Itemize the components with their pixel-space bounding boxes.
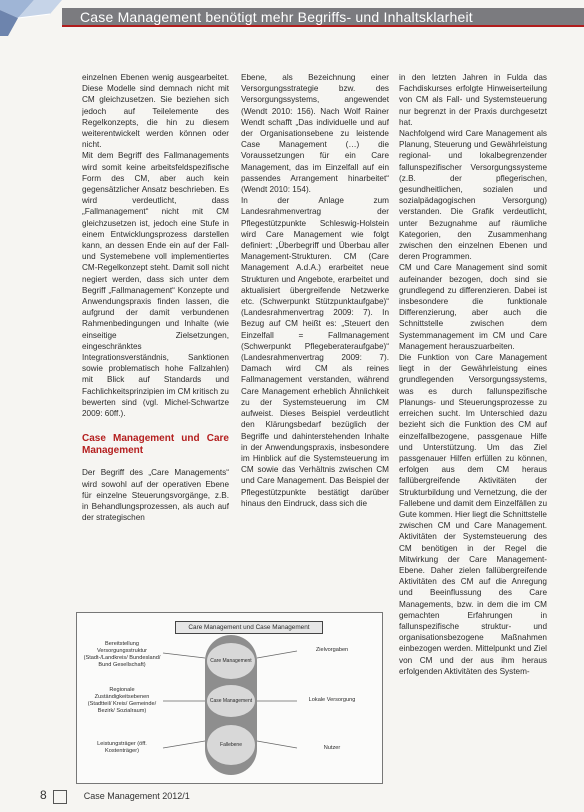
page-header [0,0,584,36]
paragraph: Ebene, als Bezeichnung einer Versorgungsstrategie bzw. des Versorgungssystems, angewendet (Wendt 2010: 156). Nach Wolf Rainer Wendt schafft „Das individuelle und auf der Organisationsebene zu leistende Case Management (…) die Voraussetzungen für ein Care Management, das im Einzelfall auf ein passendes Arrangement hinarbeitet“ (Wendt 2010: 154). [241,73,389,195]
page-title: Case Management benötigt mehr Begriffs- und Inhaltsklarheit [80,9,473,25]
figure-oval-care: Care Management [207,643,255,679]
figure-oval-case: Case Management [207,685,255,717]
header-graphic-icon [0,0,62,36]
figure-left-label: Leistungsträger (öff. Kostenträger) [97,741,147,754]
journal-logo-icon [53,790,67,804]
paragraph: Der Begriff des „Care Managements“ wird sowohl auf der operativen Ebene für einzelne Steuerungsvorgänge, z.B. in Behandlungsprozessen, als auch auf der strategischen [82,468,229,523]
text-column-1 [82,72,229,592]
figure-diagram [76,612,383,784]
paragraph: Die Funktion von Care Management liegt in der Gewährleistung eines grundlegenden Versorgungssystems, was es durch fallunspezifische Planungs- und Steuerungsprozesse zu erreichen sucht. Im Unterschied dazu bezieht sich die Funktion des CM auf einzelfallbezogene, passgenaue Hilfe und Unterstützung. Um das Ziel passgenauer Hilfen erfüllen zu können, erfolgen aus dem CM heraus fallübergreifende Aktivitäten der Strukturbildung und Vernetzung, die der Fallebene und damit dem Einzelfällen zu Gute kommen. Hier liegt die Schnittstelle zwischen CM und Care Management. Aktivitäten der Systemsteuerung des CM benötigen in der Regel die Mitwirkung der Care Management-Ebene. Daher zielen fallübergreifende Aktivitäten des CM auf die Anregung und Beeinflussung des Care Managements, bzw. in dem die im CM gemachten Erfahrungen in fallunspezifische struktur- und organisationsbezogene Maßnahmen einbezogen werden. Mittelpunkt und Ziel von CM und der aus ihm heraus erfolgenden Aktivitäten des System- [399,353,547,676]
journal-name: Case Management 2012/1 [83,791,190,801]
paragraph: In der Anlage zum Landesrahmenvertrag der Pflegestützpunkte Schleswig-Holstein wird Care Management wie folgt definiert: „Überbegriff und Überbau aller Management-Strukturen. CM (Care Management A.d.A.) erarbeitet neue Strukturen und Angebote, erarbeitet und aktualisiert übergreifende Netzwerke etc. (Schwerpunkt Stützpunktaufgabe)“ (Landesrahmenvertrag 2009: 7). In Bezug auf CM heißt es: „Steuert den Einzelfall = Fallmanagement (Schwerpunkt Pflegeberateraufgabe)“ (Landesrahmenvertrag 2009: 7). Damach wird CM als reines Fallmanagement verstanden, während Care Management erheblich Ähnlichkeit zu der Systemsteuerung im CM aufweist. Dieses Beispiel verdeutlicht den Klärungsbedarf bezüglich der Begriffe und dahinterstehenden Inhalte in der Anwendungspraxis, insbesondere im Hinblick auf die Systemsteuerung im CM sowie das Verhältnis zwischen CM und Care Management. Das Beispiel der Pflegestützpunkte bestätigt darüber hinaus den Eindruck, dass sich die [241,196,389,508]
paragraph: Mit dem Begriff des Fallmanagements wird somit keine arbeitsfeldspezifische Form des CM, aber auch kein gegensätzlicher Ansatz beschrieben. Es wird verdeutlicht, dass „Fallmanagement“ nicht mit CM gleichzusetzen ist, jedoch eine Stufe in einem Entwicklungsprozess darstellen kann, an dessen Ende ein auf der Fall- und Systemebene voll implementiertes CM-Regelkonzept steht. Damit soll nicht negiert werden, dass sich unter dem Begriff „Fallmanagement“ Konzepte und Anwendungspraxis finden lassen, die aufgrund der damit verbundenen Rahmenbedingungen und Inhalte (wie einseitige Zielsetzungen, eingeschränktes Integrationsverständnis, Sanktionen sowie problematisch hohe Fallzahlen) mit Blick auf Standards und Fachlichkeitsprinzipien im CM kritisch zu bewerten sind (vgl. Michel-Schwartze 2009: 60ff.). [82,151,229,419]
figure-left-label: Bereitstellung Versorgungsstruktur (Stadt-/Landkreis/ Bundesland/ Bund Gesellschaft) [83,641,161,668]
paragraph: CM und Care Management sind somit aufeinander bezogen, doch sind sie grundlegend zu differenzieren. Dabei ist insbesondere die funktionale Differenzierung, aber auch die Schnittstelle zwischen dem Systemmanagement im CM und Care Management herauszuarbeiten. [399,263,547,351]
figure-right-label: Zielvorgaben [315,647,349,653]
paragraph: in den letzten Jahren in Fulda das Fachdiskurses erfolgte Hinweiserteilung von CM als Fall- und Systemsteuerung nur begrenzt in der Praxis durchgesetzt hat. [399,73,547,127]
paragraph: Nachfolgend wird Care Management als Planung, Steuerung und Gewährleistung regional- und lokalbegrenzender fallunspezifischer Versorgungssysteme (z.B. der pflegerischen, gesundheitlichen, sozialen und sozialpädagogischen Versorgung) verstanden. Die Grafik verdeutlicht, unter Bezugnahme auf räumliche Kategorien, den Zusammenhang zwischen den einzelnen Ebenen und deren Programmen. [399,129,547,262]
section-heading: Case Management und Care Management [82,433,229,457]
figure-oval-fallebene: Fallebene [207,725,255,765]
text-column-2 [241,72,389,607]
paragraph: einzelnen Ebenen wenig ausgearbeitet. Diese Modelle sind demnach nicht mit CM gleichzusetzen. Sie beziehen sich jedoch auf Teilelemente des Regelkonzepts, die hin zu diesem weiterentwickelt werden können oder nicht. [82,73,229,150]
figure-title: Care Management und Case Management [175,621,323,634]
page-number: 8 [40,788,47,802]
figure-left-label: Regionale Zuständigkeitsebenen (Stadtteil/ Kreis/ Gemeinde/ Bezirk/ Sozialraum) [87,687,157,714]
figure-right-label: Nutzer [323,745,341,751]
text-column-3 [399,72,547,782]
page-footer [40,788,190,804]
figure-right-label: Lokale Versorgung [308,697,356,703]
